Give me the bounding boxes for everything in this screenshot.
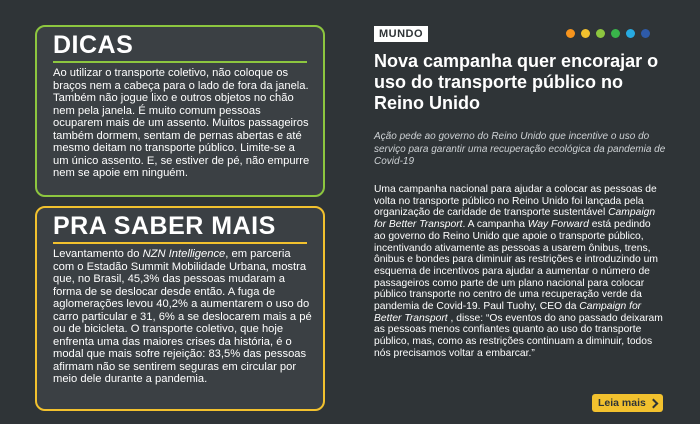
tips-text: Ao utilizar o transporte coletivo, não coloque os braços nem a cabeça para o lado de fora da janela. Também não jogue lixo e outros objetos no chão nem pela janela. É muito comum pessoas ocuparem mais de um assento. Muitos passageiros também dormem, sentam de pernas abertas e até mesmo deitam no transporte público. Limite-se a um único assento. E, se estiver de pé, não empurre nem se apoie em ninguém. bbox=[53, 67, 310, 179]
dot-cyan bbox=[626, 29, 635, 38]
dot-blue bbox=[641, 29, 650, 38]
body-part: , disse: “Os eventos do ano passado deixaram as pessoas menos confiantes quanto ao uso do transporte público, mas, como as restrições continuam a diminuir, todos nós precisamos voltar a embarcar.” bbox=[374, 312, 663, 359]
dot-orange bbox=[566, 29, 575, 38]
section-tag: MUNDO bbox=[374, 26, 428, 42]
dot-light-green bbox=[596, 29, 605, 38]
read-more-button[interactable] bbox=[592, 394, 663, 412]
tips-divider bbox=[53, 61, 307, 63]
learn-more-box bbox=[35, 206, 325, 411]
color-dots bbox=[566, 29, 650, 38]
learn-more-source: NZN Intelligence bbox=[142, 248, 226, 260]
learn-more-divider bbox=[53, 242, 307, 244]
tips-box bbox=[35, 25, 325, 197]
body-emphasis: Campaign for Better Transport bbox=[374, 301, 642, 324]
body-emphasis: Way Forward bbox=[527, 219, 589, 231]
learn-more-text-part: , em parceria com o Estadão Summit Mobilidade Urbana, mostra que, no Brasil, 45,3% das pessoas mudaram a forma de se deslocar desde então. A fuga de aglomerações levou 40,2% a aumentarem o uso do carro particular e 31, 6% a se deslocarem mais a pé ou de bicicleta. O transporte coletivo, que hoje enfrenta uma das maiores crises da história, é o modal que mais sofre rejeição: 83,5% das pessoas afirmam não se sentirem seguras em circular por meio dele durante a pandemia. bbox=[53, 248, 312, 385]
learn-more-text bbox=[53, 248, 313, 386]
body-part: . A campanha bbox=[462, 219, 528, 231]
dot-green bbox=[611, 29, 620, 38]
tips-title: DICAS bbox=[53, 31, 134, 59]
chevron-right-icon bbox=[648, 398, 658, 408]
learn-more-title: PRA SABER MAIS bbox=[53, 212, 276, 240]
article-headline: Nova campanha quer encorajar o uso do transporte público no Reino Unido bbox=[374, 51, 659, 113]
body-emphasis: Campaign for Better Transport bbox=[374, 207, 656, 231]
article-body bbox=[374, 184, 664, 360]
dot-yellow bbox=[581, 29, 590, 38]
body-part: Uma campanha nacional para ajudar a colocar as pessoas de volta no transporte público no Reino Unido foi lançada pela organização de caridade de transporte sustentável bbox=[374, 184, 657, 219]
read-more-label: Leia mais bbox=[598, 397, 646, 409]
article-subhead: Ação pede ao governo do Reino Unido que incentive o uso do serviço para garantir uma recuperação ecológica da pandemia de Covid-19 bbox=[374, 131, 666, 167]
body-part: está pedindo ao governo do Reino Unido que apoie o transporte público, incentivando ativamente as pessoas a usarem ônibus, trens, ônibus e bondes para diminuir as restrições e introduzindo um esquema de incentivos para ajudar a aumentar o número de passageiros como parte de um plano nacional para colocar público transporte no centro de uma recuperação verde da pandemia de Covid-19. Paul Tuohy, CEO da bbox=[374, 219, 658, 313]
learn-more-text-part: Levantamento do bbox=[53, 248, 143, 260]
